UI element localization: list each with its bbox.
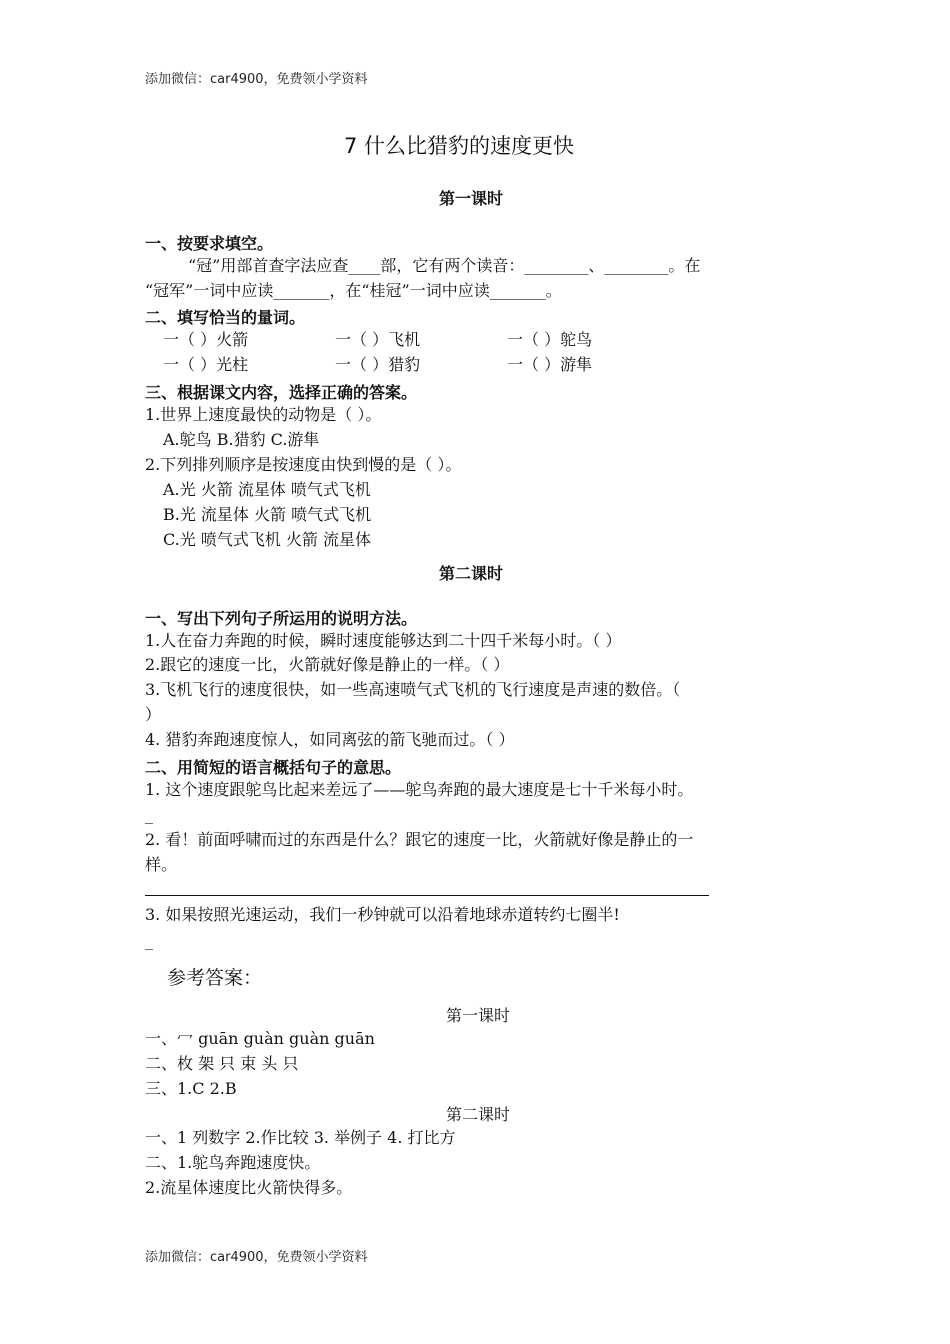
lesson2-q2-item1-blank: _ [145, 805, 153, 824]
answers-lesson1-heading: 第一课时 [446, 1006, 511, 1025]
lesson2-q1-item3-line2: ） [145, 705, 162, 724]
lesson2-q1-item1: 1.人在奋力奔跑的时候，瞬时速度能够达到二十四千米每小时。（ ） [145, 631, 622, 650]
lesson1-q3-option-c: C.光 喷气式飞机 火箭 流星体 [163, 530, 372, 549]
lesson2-q2-item2-line2: 样。 [145, 855, 178, 874]
answer-3: 三、1.C 2.B [145, 1079, 237, 1098]
lesson2-q2-item2-line1: 2. 看！前面呼啸而过的东西是什么？跟它的速度一比，火箭就好像是静止的一 [145, 830, 694, 849]
lesson2-q1-item3-line1: 3.飞机飞行的速度很快，如一些高速喷气式飞机的飞行速度是声速的数倍。（ [145, 680, 681, 699]
answers-lesson2-heading: 第二课时 [446, 1105, 511, 1124]
lesson1-q3-option-a: A.光 火箭 流星体 喷气式飞机 [163, 480, 371, 499]
lesson1-q1-heading: 一、按要求填空。 [145, 234, 274, 253]
lesson1-q1-line2: “冠军”一词中应读_______，在“桂冠”一词中应读_______。 [145, 281, 562, 300]
lesson2-q1-item2: 2.跟它的速度一比，火箭就好像是静止的一样。（ ） [145, 655, 510, 674]
lesson2-q2-heading: 二、用简短的语言概括句子的意思。 [145, 758, 402, 777]
lesson2-q2-item1: 1. 这个速度跟鸵鸟比起来差远了——鸵鸟奔跑的最大速度是七十千米每小时。 [145, 780, 694, 799]
lesson2-q2-item3-blank: _ [145, 931, 153, 950]
measure-item: 一（ ）游隼 [507, 355, 593, 374]
answer-5: 二、1.鸵鸟奔跑速度快。 [145, 1153, 321, 1172]
measure-item: 一（ ）猎豹 [335, 355, 421, 374]
lesson1-q3-item1-options: A.鸵鸟 B.猎豹 C.游隼 [163, 430, 320, 449]
lesson1-q3-item1: 1.世界上速度最快的动物是（ ）。 [145, 405, 382, 424]
answer-2: 二、枚 架 只 束 头 只 [145, 1054, 299, 1073]
measure-item: 一（ ）光柱 [163, 355, 249, 374]
lesson1-q3-item2: 2.下列排列顺序是按速度由快到慢的是（ ）。 [145, 455, 462, 474]
answer-6: 2.流星体速度比火箭快得多。 [145, 1178, 353, 1197]
lesson1-q1-line1: “冠”用部首查字法应查____部，它有两个读音：________、________。在 [188, 256, 701, 275]
lesson1-q3-heading: 三、根据课文内容，选择正确的答案。 [145, 383, 418, 402]
answers-heading: 参考答案： [167, 967, 263, 989]
lesson1-heading: 第一课时 [439, 189, 504, 208]
page-header: 添加微信：car4900，免费领小学资料 [145, 72, 368, 87]
lesson2-q1-item4: 4. 猎豹奔跑速度惊人，如同离弦的箭飞驰而过。（ ） [145, 730, 515, 749]
lesson2-q1-heading: 一、写出下列句子所运用的说明方法。 [145, 609, 418, 628]
measure-item: 一（ ）飞机 [335, 330, 421, 349]
measure-word-row-2 [163, 353, 592, 377]
measure-item: 一（ ）鸵鸟 [507, 330, 593, 349]
answer-1: 一、冖 guān guàn guàn guān [145, 1029, 375, 1048]
lesson1-q2-heading: 二、填写恰当的量词。 [145, 308, 306, 327]
answer-4: 一、1 列数字 2.作比较 3. 举例子 4. 打比方 [145, 1128, 456, 1147]
answer-line [145, 895, 709, 896]
measure-word-row-1 [163, 328, 592, 352]
measure-item: 一（ ）火箭 [163, 330, 249, 349]
document-title: 7 什么比猎豹的速度更快 [344, 134, 575, 158]
page-footer: 添加微信：car4900，免费领小学资料 [145, 1250, 368, 1265]
lesson2-q2-item3: 3. 如果按照光速运动，我们一秒钟就可以沿着地球赤道转约七圈半! [145, 905, 620, 924]
lesson2-heading: 第二课时 [439, 564, 504, 583]
lesson1-q3-option-b: B.光 流星体 火箭 喷气式飞机 [163, 505, 372, 524]
